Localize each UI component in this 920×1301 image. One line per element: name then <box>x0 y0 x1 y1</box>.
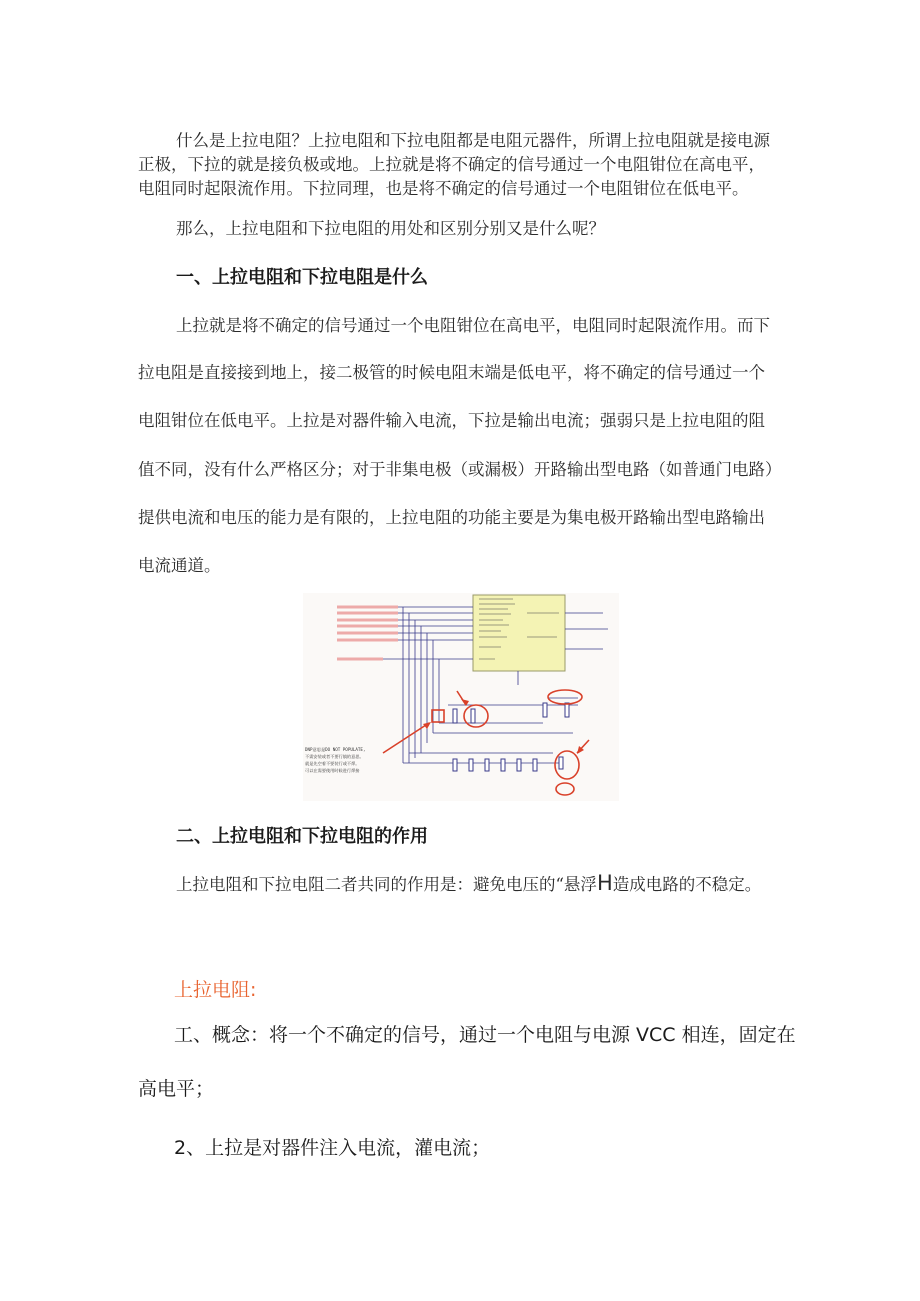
intro-line-1: 什么是上拉电阻？上拉电阻和下拉电阻都是电阻元器件，所谓上拉电阻就是接电源 <box>176 131 770 150</box>
section1-heading: 一、上拉电阻和下拉电阻是什么 <box>176 267 428 288</box>
intro-question: 那么，上拉电阻和下拉电阻的用处和区别分别又是什么呢？ <box>176 219 605 238</box>
dnp-note-line-4: 可以在需要使用时候进行焊接 <box>305 768 360 773</box>
dnp-note-line-3: 就是先空着不要装行或不焊。 <box>305 761 360 766</box>
section1-line-1: 上拉就是将不确定的信号通过一个电阻钳位在高电平，电阻同时起限流作用。而下 <box>176 316 770 335</box>
section1-line-5: 提供电流和电压的能力是有限的，上拉电阻的功能主要是为集电极开路输出型电路输出 <box>138 508 765 527</box>
pullup-title: 上拉电阻: <box>174 979 257 1001</box>
section2-text-main: 上拉电阻和下拉电阻二者共同的作用是：避免电压的“悬浮 <box>176 875 597 894</box>
section2-text-tail: 造成电路的不稳定。 <box>612 875 762 894</box>
section2-text-h: H <box>596 871 613 895</box>
dnp-note-line-2: 不需安装或者不要行镇的意思。 <box>305 754 364 759</box>
circuit-schematic-image <box>303 593 619 801</box>
section2-text <box>176 871 761 895</box>
section2-heading: 二、上拉电阻和下拉电阻的作用 <box>176 826 428 847</box>
pullup-item2: 2、上拉是对器件注入电流，灌电流； <box>174 1137 491 1159</box>
section1-line-2: 拉电阻是直接接到地上，接二极管的时候电阻末端是低电平，将不确定的信号通过一个 <box>138 363 765 382</box>
pullup-item1-line2: 高电平； <box>138 1078 215 1100</box>
intro-line-3: 电阻同时起限流作用。下拉同理，也是将不确定的信号通过一个电阻钳位在低电平。 <box>138 179 749 198</box>
dnp-note-line-1: DNP意思是DO NOT POPULATE, <box>305 747 366 752</box>
pullup-item1-line1: 工、概念：将一个不确定的信号，通过一个电阻与电源 VCC 相连，固定在 <box>174 1024 796 1046</box>
section1-line-3: 电阻钳位在低电平。上拉是对器件输入电流，下拉是输出电流；强弱只是上拉电阻的阻 <box>138 411 765 430</box>
section1-line-4: 值不同，没有什么严格区分；对于非集电极（或漏极）开路输出型电路（如普通门电路） <box>138 460 782 479</box>
intro-line-2: 正极，下拉的就是接负极或地。上拉就是将不确定的信号通过一个电阻钳位在高电平， <box>138 155 765 174</box>
section1-line-6: 电流通道。 <box>138 556 221 575</box>
